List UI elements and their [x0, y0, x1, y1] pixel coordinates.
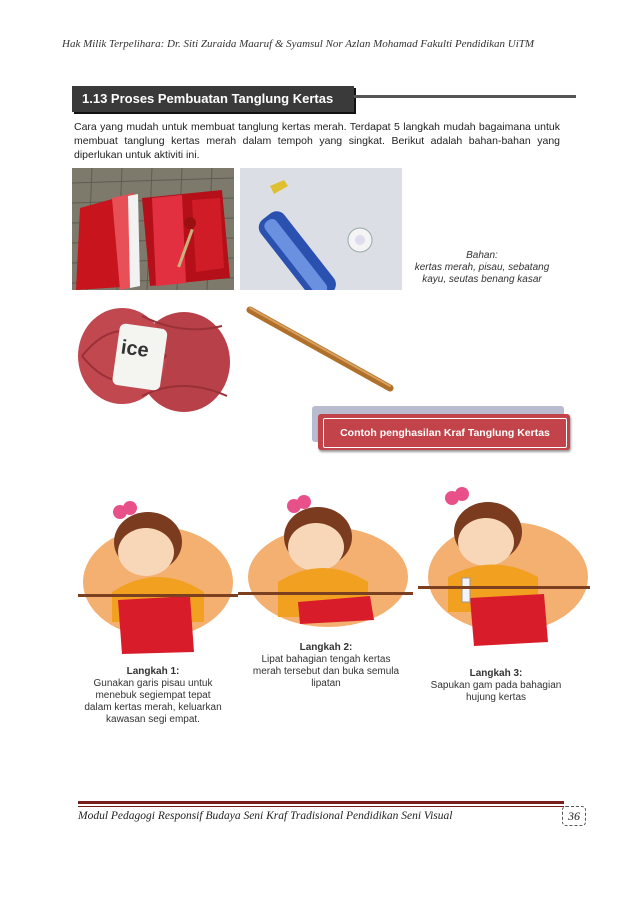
- step-3-caption: [426, 668, 566, 704]
- step-3-text: Sapukan gam pada bahagian hujung kertas: [430, 680, 562, 703]
- page-header: Hak Milik Terpelihara: Dr. Siti Zuraida Maaruf & Syamsul Nor Azlan Mohamad Fakulti Pendidikan UiTM: [62, 38, 535, 50]
- step-1-caption: [82, 666, 224, 726]
- step-1-text: Gunakan garis pisau untuk menebuk segiempat tepat dalam kertas merah, keluarkan kawasan segi empat.: [84, 678, 222, 725]
- page-number: 36: [562, 806, 586, 826]
- footer-rule-thin: [78, 806, 564, 807]
- illustration-step-1: [78, 482, 238, 657]
- illustration-step-2: [238, 482, 413, 632]
- step-3-title: Langkah 3:: [469, 668, 523, 679]
- materials-heading: Bahan:: [466, 250, 498, 261]
- materials-caption: [412, 250, 552, 286]
- example-banner: Contoh penghasilan Kraf Tanglung Kertas: [323, 418, 567, 448]
- intro-paragraph: Cara yang mudah untuk membuat tanglung kertas merah. Terdapat 5 langkah mudah bagaimana untuk membuat tanglung kertas merah dalam tempoh yang singkat. Berikut adalah bahan-bahan yang diperlukan untuk aktiviti ini.: [74, 121, 560, 161]
- footer-text: Modul Pedagogi Responsif Budaya Seni Kraf Tradisional Pendidikan Seni Visual: [78, 810, 453, 822]
- svg-text:ice: ice: [119, 336, 151, 363]
- materials-list: kertas merah, pisau, sebatang kayu, seutas benang kasar: [414, 262, 550, 285]
- photo-wood-stick: [240, 296, 402, 396]
- photo-yarn: [72, 296, 234, 416]
- step-2-caption: [252, 642, 400, 690]
- photo-red-paper: [72, 168, 234, 290]
- illustration-step-3: [418, 482, 590, 657]
- step-2-title: Langkah 2:: [299, 642, 353, 653]
- section-rule: [354, 95, 576, 98]
- photo-knife: [240, 168, 402, 290]
- step-1-title: Langkah 1:: [126, 666, 180, 677]
- section-title: 1.13 Proses Pembuatan Tanglung Kertas: [82, 91, 334, 106]
- step-2-text: Lipat bahagian tengah kertas merah tersebut dan buka semula lipatan: [252, 654, 400, 689]
- footer-rule-thick: [78, 801, 564, 804]
